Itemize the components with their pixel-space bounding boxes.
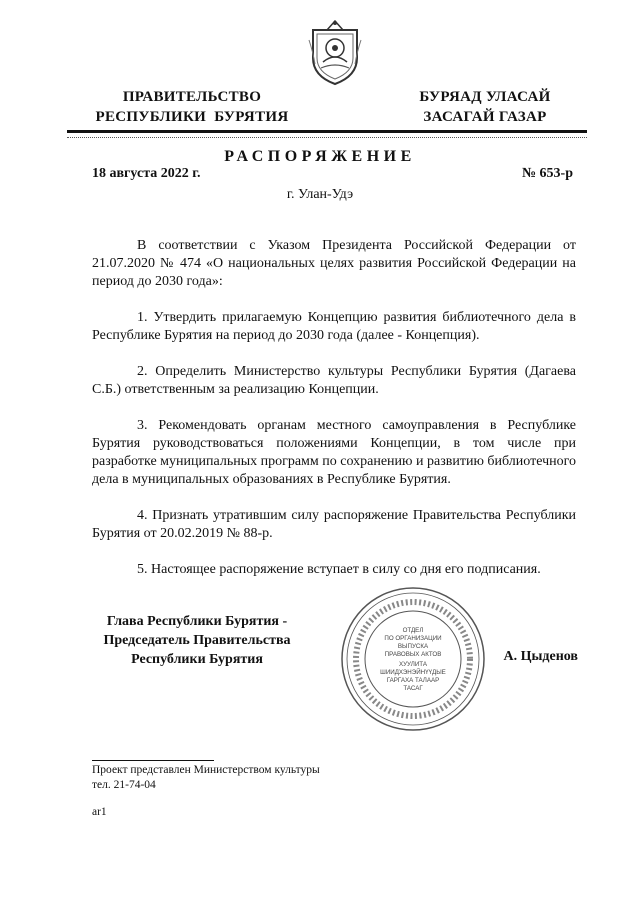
seal-line3: ВЫПУСКА — [397, 643, 429, 650]
official-seal-stamp — [340, 586, 486, 732]
footnote-line2: тел. 21-74-04 — [92, 779, 156, 791]
preamble-paragraph: В соответствии с Указом Президента Российской Федерации от 21.07.2020 № 474 «О национальных целях развития Российской Федерации на период до 2030 года»: — [92, 238, 576, 289]
footnote-line1: Проект представлен Министерством культуры — [92, 764, 320, 776]
position-line1: Глава Республики Бурятия - — [106, 614, 288, 629]
position-line2: Председатель Правительства — [103, 633, 291, 648]
document-city: г. Улан-Удэ — [286, 187, 354, 202]
position-line3: Республики Бурятия — [131, 652, 263, 667]
document-title: РАСПОРЯЖЕНИЕ — [224, 148, 416, 165]
header-left-line1: ПРАВИТЕЛЬСТВО — [122, 89, 262, 105]
coat-of-arms-emblem — [305, 18, 365, 88]
footnote-block — [92, 763, 320, 793]
item-1-paragraph: 1. Утвердить прилагаемую Концепцию развития библиотечного дела в Республике Бурятия на период до 2030 года (далее - Концепция). — [92, 310, 576, 343]
header-left-line2: РЕСПУБЛИКИ БУРЯТИЯ — [95, 109, 289, 125]
item-4-paragraph: 4. Признать утратившим силу распоряжение Правительства Республики Бурятия от 20.02.2019 № 88-р. — [92, 508, 576, 541]
document-body — [92, 237, 576, 597]
header-right-line1: БУРЯАД УЛАСАЙ — [419, 89, 551, 105]
seal-line5: ХУУЛИТА — [399, 661, 427, 668]
seal-line8: ТАСАГ — [403, 685, 423, 692]
footnote-divider — [92, 760, 214, 761]
item-2-paragraph: 2. Определить Министерство культуры Республики Бурятия (Дагаева С.Б.) ответственным за реализацию Концепции. — [92, 364, 576, 397]
document-number: № 653-р — [521, 166, 573, 181]
government-name-russian — [92, 87, 292, 127]
government-name-buryat — [410, 87, 560, 127]
document-date: 18 августа 2022 г. — [92, 166, 201, 181]
signatory-name: А. Цыденов — [503, 649, 578, 664]
seal-line6: ШИИДХЭНЭЙНҮҮДЫЕ — [380, 669, 446, 676]
seal-line7: ГАРГАХА ТАЛААР — [386, 677, 440, 684]
header-dotted-divider — [67, 137, 587, 138]
header-divider — [67, 130, 587, 133]
signatory-position — [92, 612, 302, 669]
item-3-paragraph: 3. Рекомендовать органам местного самоуправления в Республике Бурятия руководствоваться положениями Концепции, в том числе при разработке муниципальных программ по сохранению и развитию библиотечного дела в муниципальных образованиях в Республике Бурятия. — [92, 418, 576, 487]
executor-code: ar1 — [92, 806, 107, 818]
header-right-line2: ЗАСАГАЙ ГАЗАР — [423, 109, 547, 125]
seal-line4: ПРАВОВЫХ АКТОВ — [384, 651, 442, 658]
item-5-paragraph: 5. Настоящее распоряжение вступает в силу со дня его подписания. — [137, 562, 541, 577]
seal-line1: ОТДЕЛ — [402, 627, 424, 634]
seal-line2: ПО ОРГАНИЗАЦИИ — [384, 635, 442, 642]
